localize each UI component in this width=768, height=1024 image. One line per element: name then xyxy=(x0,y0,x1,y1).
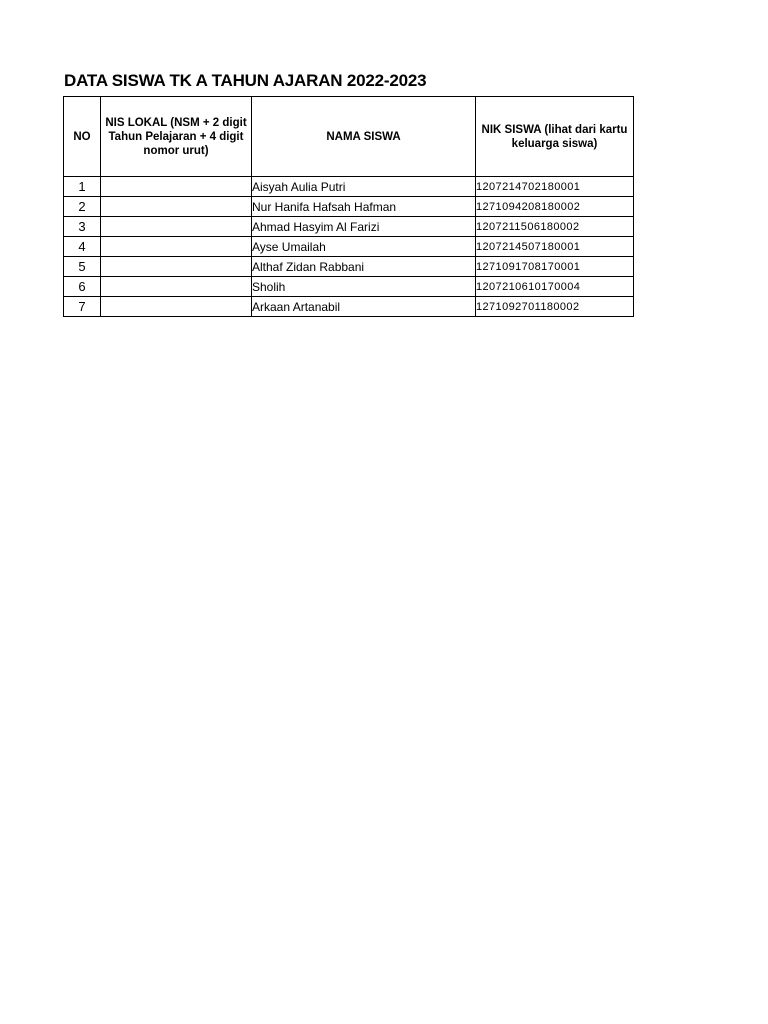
student-name: Althaf Zidan Rabbani xyxy=(252,257,476,277)
nis-cell xyxy=(101,197,252,217)
nis-cell xyxy=(101,277,252,297)
nis-cell xyxy=(101,297,252,317)
nis-cell xyxy=(101,217,252,237)
row-number: 1 xyxy=(64,177,101,197)
student-name: Nur Hanifa Hafsah Hafman xyxy=(252,197,476,217)
row-number: 3 xyxy=(64,217,101,237)
header-no: NO xyxy=(64,97,101,177)
nis-cell xyxy=(101,177,252,197)
header-nama-siswa: NAMA SISWA xyxy=(252,97,476,177)
nis-cell xyxy=(101,257,252,277)
student-nik: 1207210610170004 xyxy=(476,277,634,297)
student-nik: 1207211506180002 xyxy=(476,217,634,237)
header-nik-siswa: NIK SISWA (lihat dari kartu keluarga siswa) xyxy=(476,97,634,177)
header-nis-lokal: NIS LOKAL (NSM + 2 digit Tahun Pelajaran + 4 digit nomor urut) xyxy=(101,97,252,177)
row-number: 5 xyxy=(64,257,101,277)
student-nik: 1207214507180001 xyxy=(476,237,634,257)
student-name: Ahmad Hasyim Al Farizi xyxy=(252,217,476,237)
student-name: Ayse Umailah xyxy=(252,237,476,257)
row-number: 6 xyxy=(64,277,101,297)
nis-cell xyxy=(101,237,252,257)
row-number: 2 xyxy=(64,197,101,217)
table-row xyxy=(64,177,634,197)
student-nik: 1207214702180001 xyxy=(476,177,634,197)
table-row xyxy=(64,237,634,257)
row-number: 4 xyxy=(64,237,101,257)
student-nik: 1271091708170001 xyxy=(476,257,634,277)
student-table xyxy=(63,96,634,317)
student-name: Aisyah Aulia Putri xyxy=(252,177,476,197)
table-row xyxy=(64,257,634,277)
student-name: Sholih xyxy=(252,277,476,297)
table-row xyxy=(64,277,634,297)
student-nik: 1271092701180002 xyxy=(476,297,634,317)
student-name: Arkaan Artanabil xyxy=(252,297,476,317)
table-row xyxy=(64,197,634,217)
student-nik: 1271094208180002 xyxy=(476,197,634,217)
row-number: 7 xyxy=(64,297,101,317)
table-row xyxy=(64,217,634,237)
table-row xyxy=(64,297,634,317)
document-title: DATA SISWA TK A TAHUN AJARAN 2022-2023 xyxy=(64,71,427,90)
header-row xyxy=(64,97,634,177)
